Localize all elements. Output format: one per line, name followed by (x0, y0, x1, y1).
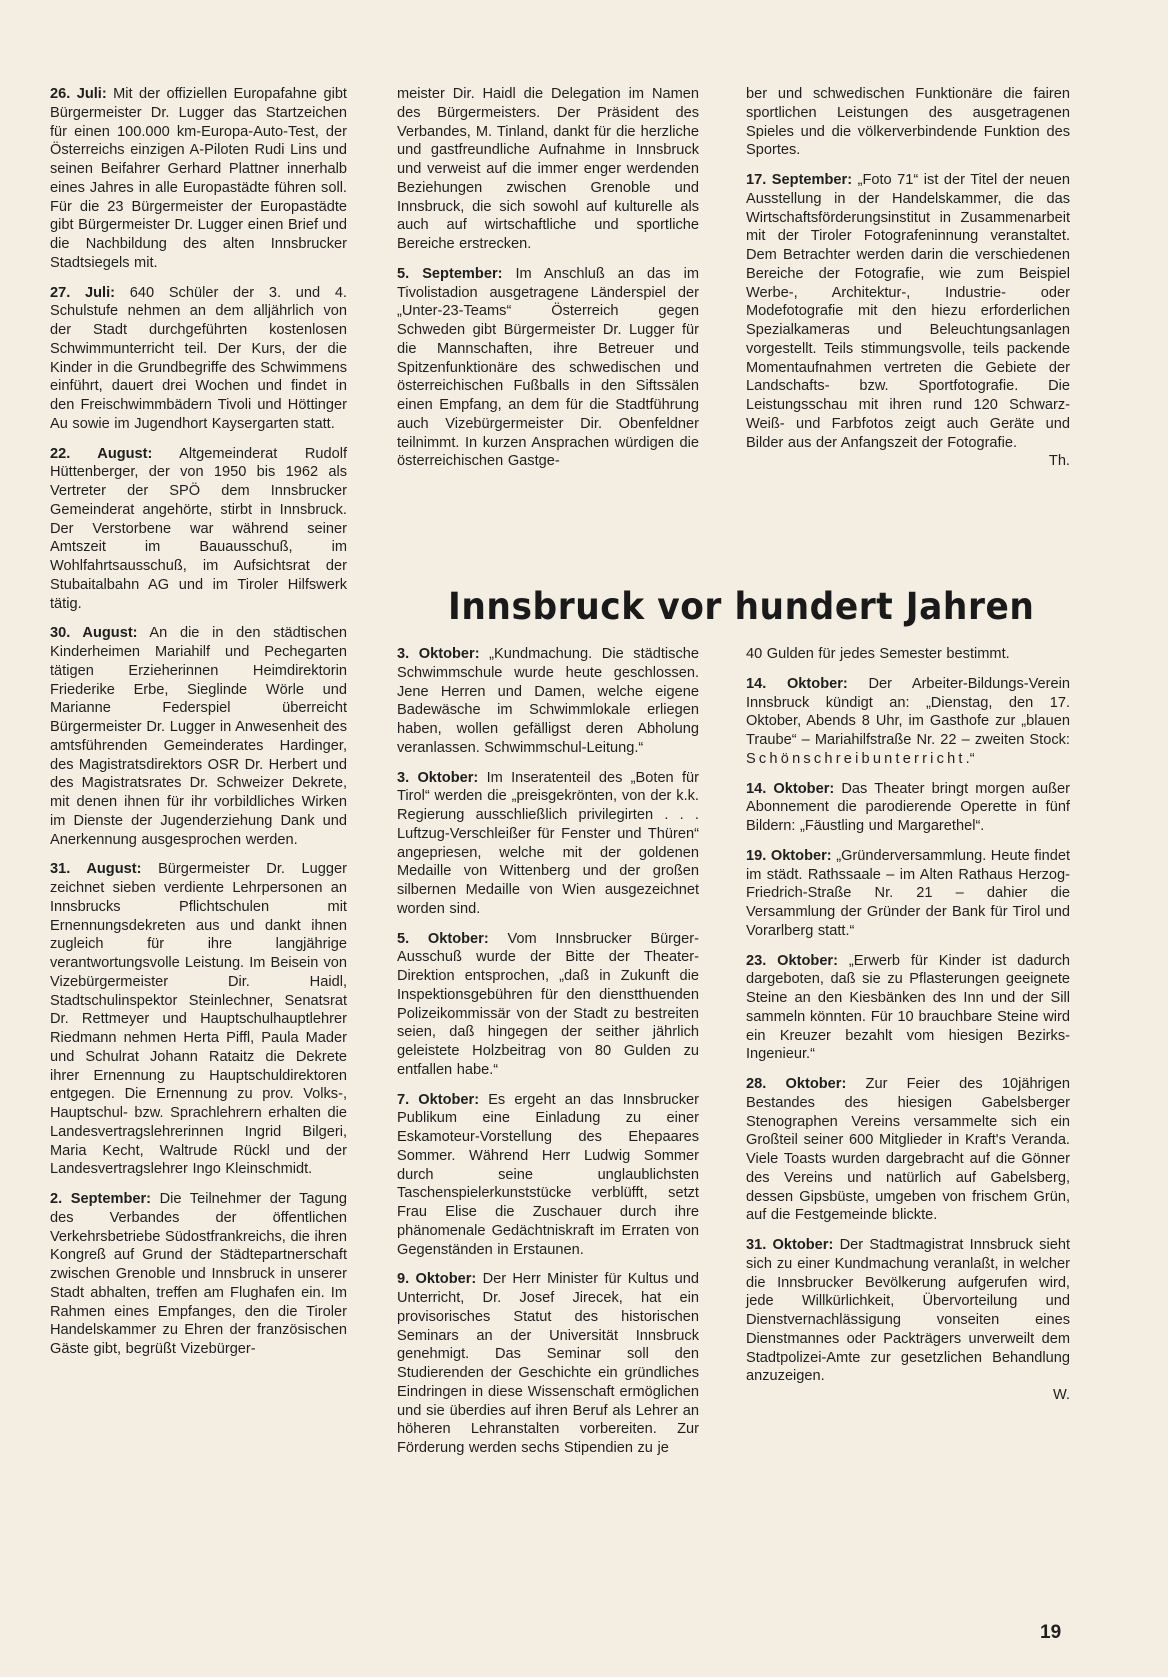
entry-date: 31. August: (50, 861, 142, 878)
entry-text: Der Arbeiter-Bildungs-Verein Innsbruck kündigt an: „Dienstag, den 17. Oktober, Abends 8 Uhr, im Gasthofe zur „blauen Traube“ – Mariahilfstraße Nr. 22 – zweiten Stock: (746, 675, 1071, 748)
entry-text-tail: .“ (965, 750, 975, 767)
entry-paragraph (50, 85, 347, 273)
column-2-history (397, 645, 699, 1469)
entry-paragraph (397, 85, 699, 254)
entry-text: Mit der offiziellen Europafahne gibt Bürgermeister Dr. Lugger das Startzeichen für einen 100.000 km-Europa-Auto-Test, der Österreichs einzigen A-Piloten Rudi Lins und seinen Beifahrer Gerhard Plattner innerhalb eines Jahres in alle Europastädte führen soll. Für die 23 Bürgermeister der Europastädte gibt Bürgermeister Dr. Lugger einen Brief und die Nachbildung des alten Innsbrucker Stadtsiegels mit. (50, 86, 347, 271)
entry-text: Im Anschluß an das im Tivolistadion ausgetragene Länderspiel der „Unter-23-Teams“ Österreich gegen Schweden gibt Bürgermeister Dr. Lugger für die Mannschaften, ihre Betreuer und Spitzenfunktionäre des schwedischen und österreichischen Fußballs in den Siftssälen einen Empfang, an dem für die Stadtführung auch Vizebürgermeister Dir. Obenfeldner teilnimmt. In kurzen Ansprachen würdigen die österreichischen Gastge- (397, 265, 699, 470)
entry-paragraph (50, 624, 347, 849)
column-2-chronicle (397, 85, 699, 482)
entry-date: 30. August: (50, 625, 138, 642)
entry-text: Bürgermeister Dr. Lugger zeichnet sieben verdiente Lehrpersonen an Innsbrucks Pflichtschulen mit Ernennungsdekreten aus und dankt ihnen zugleich für ihre langjährige verantwortungsvolle Leistung. Im Beisein von Vizebürgermeister Dir. Haidl, Stadtschulinspektor Steinlechner, Senatsrat Dr. Rettmeyer und Hauptschulhauptlehrer Riedmann nehmen Herta Piffl, Paula Mader und Schulrat Johann Rataitz die Dekrete ihrer Ernennung zu Hauptschuldirektoren entgegen. Die Ernennung zu prov. Volks-, Hauptschul- bzw. Sprachlehrern erhalten die Landesvertragslehrerinnen Ingrid Bilgeri, Maria Kecht, Waltrude Rückl und der Landesvertragslehrer Ingo Kleinschmidt. (50, 861, 347, 1178)
entry-paragraph (746, 780, 1070, 836)
entry-paragraph (397, 769, 699, 919)
entry-paragraph (50, 1190, 347, 1359)
entry-paragraph (746, 85, 1070, 160)
entry-date: 27. Juli: (50, 284, 116, 301)
entry-date: 3. Oktober: (397, 646, 480, 662)
entry-date: 14. Oktober: (746, 675, 848, 692)
entry-date: 23. Oktober: (746, 952, 838, 969)
entry-text: Vom Innsbrucker Bürger-Ausschuß wurde der Bitte der Theater-Direktion entsprochen, „daß in Zukunft die Inspektionsgebühren für den dienstthuenden Polizeikommissär von der Stadt zu bestreiten seien, daß hingegen der seither jährlich geleistete Holzbeitrag von 80 Gulden zu entfallen habe.“ (397, 930, 699, 1078)
entry-date: 19. Oktober: (746, 847, 832, 864)
entry-text: meister Dir. Haidl die Delegation im Namen des Bürgermeisters. Der Präsident des Verbandes, M. Tinland, dankt für die herzliche und gastfreundliche Aufnahme in Innsbruck und verweist auf die immer enger werdenden Beziehungen zwischen Grenoble und Innsbruck, die sich sowohl auf kulturelle als auch auf wirtschaftliche und sportliche Bereiche erstrecken. (397, 86, 699, 252)
entry-text: Der Stadtmagistrat Innsbruck sieht sich zu einer Kundmachung veranlaßt, in welcher die Innsbrucker Bevölkerung aufgerufen wird, jede Willkürlichkeit, Übervorteilung und Dienstvernachlässigung vonseiten eines Dienstmannes oder Packträgers unverweilt dem Stadtpolizei-Amte zur gesetzlichen Behandlung anzuzeigen. (746, 1237, 1071, 1385)
entry-text: „Foto 71“ ist der Titel der neuen Ausstellung in der Handelskammer, die das Wirtschaftsförderungsinstitut in Zusammenarbeit mit der Tiroler Fotografeninnung veranstaltet. Dem Betrachter werden darin die verschiedenen Bereiche der Fotografie, wie zum Beispiel Werbe-, Architektur-, Industrie- oder Modefotografie mit den hiezu erforderlichen Spezialkameras und Beleuchtungsanlagen vorgestellt. Teils stimmungsvolle, teils packende Momentaufnahmen vertreten die Gebiete der Landschafts- bzw. Sportfotografie. Die Leistungsschau mit ihren rund 120 Schwarz-Weiß- und Farbfotos zeigt auch Geräte und Bilder aus der Anfangszeit der Fotografie. (746, 172, 1070, 451)
entry-text: ber und schwedischen Funktionäre die fairen sportlichen Leistungen des ausgetragenen Spieles und die völkerverbindende Funktion des Sportes. (746, 86, 1070, 159)
section-heading: Innsbruck vor hundert Jahren (448, 585, 1035, 628)
entry-text: „Erwerb für Kinder ist dadurch dargeboten, daß sie zu Pflasterungen geeignete Steine an den Kiesbänken des Inn und der Sill sammeln könnten. Für 10 brauchbare Steine wird ein Kreuzer bezahlt vom hiesigen Bezirks-Ingenieur.“ (746, 952, 1070, 1063)
entry-paragraph (746, 171, 1070, 471)
entry-date: 2. September: (50, 1191, 152, 1207)
entry-text: Im Inseratenteil des „Boten für Tirol“ werden die „preisgekrönten, von der k.k. Regierung ausschließlich privilegirten . . . Luftzug-Verschleißer für Fenster und Thüren“ angepriesen, welche mit der goldenen Medaille von Wittenberg und der großen silbernen Medaille von Wien ausgezeichnet worden sind. (397, 769, 699, 917)
entry-date: 5. Oktober: (397, 930, 489, 947)
entry-text: 640 Schüler der 3. und 4. Schulstufe nehmen an dem alljährlich von der Stadt durchgeführten kostenlosen Schwimmunterricht teil. Der Kurs, der die Kinder in die Grundbegriffe des Schwimmens einführt, dauert drei Wochen und findet in den Freischwimmbädern Tivoli und Höttinger Au sowie im Jugendhort Kaysergarten statt. (50, 284, 347, 432)
entry-paragraph (746, 1075, 1070, 1225)
entry-paragraph (50, 445, 347, 614)
entry-text: Altgemeinderat Rudolf Hüttenberger, der von 1950 bis 1962 als Vertreter der SPÖ dem Innsbrucker Gemeinderat angehörte, stirbt in Innsbruck. Der Verstorbene war während seiner Amtszeit im Bauausschuß, im Wohlfahrtsausschuß, im Aufsichtsrat der Stubaitalbahn AG und im Tiroler Hilfswerk tätig. (50, 445, 348, 612)
entry-text: Das Theater bringt morgen außer Abonnement die parodierende Operette in fünf Bildern: „Fäustling und Margarethel“. (746, 780, 1070, 834)
entry-paragraph (397, 265, 699, 471)
entry-text: An die in den städtischen Kinderheimen Mariahilf und Pechegarten tätigen Erzieherinnen Heimdirektorin Friederike Erbe, Sieglinde Wörle und Marianne Federspiel überreicht Bürgermeister Dr. Lugger in Anwesenheit des amtsführenden Gemeinderates Hardinger, des Magistratsdirektors OSR Dr. Herbert und des Magistratsrates Dr. Schweizer Dekrete, mit denen ihnen für ihr vorbildliches Wirken im Dienste der Jugenderziehung Dank und Anerkennung ausgesprochen werden. (50, 625, 347, 848)
entry-paragraph (50, 284, 347, 434)
author-signature: Th. (1048, 453, 1070, 470)
entry-paragraph (746, 952, 1070, 1065)
entry-date: 14. Oktober: (746, 780, 835, 797)
entry-paragraph (746, 1236, 1070, 1405)
entry-text: „Gründerversammlung. Heute findet im städt. Rathssaale – im Alten Rathaus Herzog-Friedrich-Straße Nr. 21 – dahier die Versammlung der Gründer der Bank für Tirol und Vorarlberg statt.“ (746, 847, 1071, 939)
entry-date: 28. Oktober: (746, 1076, 847, 1092)
page-number: 19 (1040, 1622, 1062, 1643)
entry-date: 7. Oktober: (397, 1091, 480, 1108)
entry-text: Der Herr Minister für Kultus und Unterricht, Dr. Josef Jirecek, hat ein provisorisches Statut des historischen Seminars an der Universität Innsbruck genehmigt. Das Seminar soll den Studierenden der Geschichte ein gründliches Eindringen in diese Wissenschaft ermöglichen und sie überdies auf ihren Beruf als Lehrer an höheren Lehranstalten vorbereiten. Zur Förderung werden sechs Stipendien zu je (397, 1271, 699, 1456)
column-3-chronicle (746, 85, 1070, 482)
entry-date: 26. Juli: (50, 86, 107, 102)
author-signature: W. (1052, 1387, 1070, 1403)
entry-paragraph (50, 860, 347, 1179)
entry-paragraph (397, 930, 699, 1080)
entry-date: 3. Oktober: (397, 769, 479, 786)
entry-date: 5. September: (397, 265, 503, 282)
entry-text: Zur Feier des 10jährigen Bestandes des hiesigen Gabelsberger Stenographen Vereins versammelte sich ein Großteil seiner 600 Mitglieder in Kraft's Veranda. Viele Toasts wurden dargebracht auf die Gönner des Vereins und natürlich auf Gabelsberg, dessen Gipsbüste, umgeben von frischem Grün, auf die Festgemeinde blickte. (746, 1076, 1071, 1224)
entry-text: 40 Gulden für jedes Semester bestimmt. (746, 646, 1010, 662)
entry-paragraph (397, 1270, 699, 1458)
entry-date: 9. Oktober: (397, 1271, 477, 1288)
entry-paragraph (746, 675, 1070, 769)
entry-spaced-text: Schönschreibunterricht (746, 750, 966, 767)
entry-text: Es ergeht an das Innsbrucker Publikum eine Einladung zu einer Eskamoteur-Vorstellung des Ehepaares Sommer. Während Herr Ludwig Sommer durch seine unglaublichsten Taschenspielerkunststücke verblüfft, setzt Frau Elise die Zuschauer durch ihre phänomenale Gedächtniskraft im Erraten von Gegenständen in Erstaunen. (397, 1091, 699, 1258)
entry-text: Die Teilnehmer der Tagung des Verbandes der öffentlichen Verkehrsbetriebe Südostfrankreichs, die ihren Kongreß auf Grund der Städtepartnerschaft zwischen Grenoble und Innsbruck in unserer Stadt abhalten, treffen am Flughafen ein. Im Rahmen eines Empfanges, den die Tiroler Handelskammer zu Ehren der französischen Gäste gibt, begrüßt Vizebürger- (50, 1191, 347, 1357)
entry-paragraph (397, 1091, 699, 1260)
entry-date: 22. August: (50, 445, 153, 462)
column-1-chronicle (50, 85, 347, 1370)
entry-paragraph (746, 847, 1070, 941)
entry-paragraph (397, 645, 699, 758)
entry-text: „Kundmachung. Die städtische Schwimmschule wurde heute geschlossen. Jene Herren und Damen, welche eigene Badewäsche im Schwimmlokale erliegen haben, wollen gefälligst deren Abholung veranlassen. Schwimmschul-Leitung.“ (397, 646, 699, 756)
entry-date: 31. Oktober: (746, 1237, 834, 1253)
entry-date: 17. September: (746, 172, 853, 188)
entry-paragraph (746, 645, 1070, 664)
column-3-history (746, 645, 1070, 1416)
